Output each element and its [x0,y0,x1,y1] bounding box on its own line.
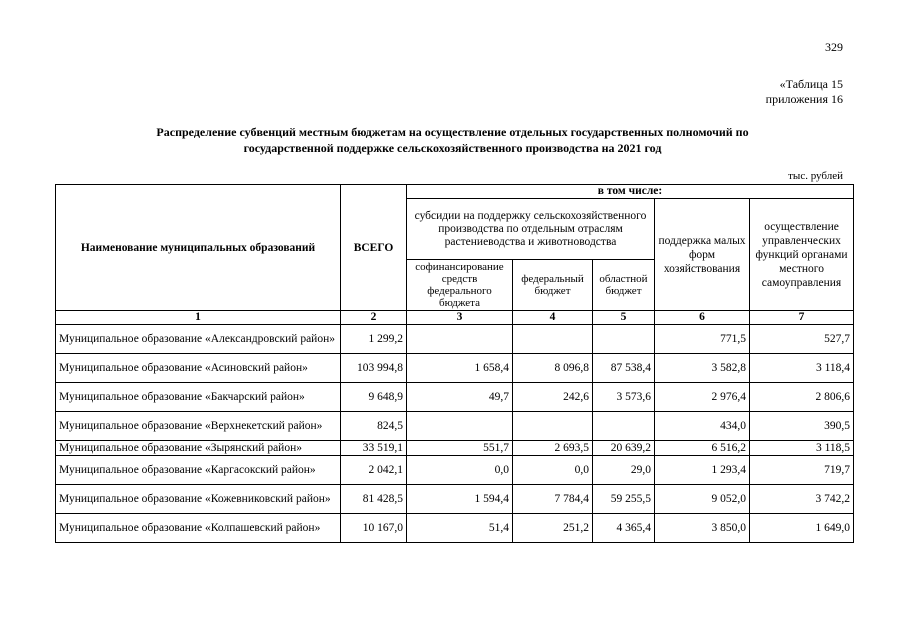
row-cofinancing: 51,4 [407,514,513,543]
row-small-farms: 2 976,4 [655,383,750,412]
row-cofinancing: 1 594,4 [407,485,513,514]
column-number: 1 [56,311,341,325]
header-name: Наименование муниципальных образований [56,185,341,311]
row-cofinancing [407,325,513,354]
row-cofinancing [407,412,513,441]
table-body [56,325,854,543]
row-name: Муниципальное образование «Асиновский район» [56,354,341,383]
table-row [56,441,854,456]
row-regional: 3 573,6 [593,383,655,412]
header-subsidies: субсидии на поддержку сельскохозяйственного производства по отдельным отраслям растениеводства и животноводства [407,199,655,260]
row-management: 2 806,6 [750,383,854,412]
document-title [80,124,825,156]
header-regional: областной бюджет [593,260,655,311]
header-management: осуществление управленческих функций органами местного самоуправления [750,199,854,311]
row-small-farms: 1 293,4 [655,456,750,485]
annex-line-2: приложения 16 [765,92,843,106]
row-management: 3 118,4 [750,354,854,383]
row-total: 9 648,9 [341,383,407,412]
row-total: 33 519,1 [341,441,407,456]
row-total: 81 428,5 [341,485,407,514]
column-number: 2 [341,311,407,325]
column-number: 5 [593,311,655,325]
row-cofinancing: 0,0 [407,456,513,485]
row-small-farms: 3 582,8 [655,354,750,383]
row-management: 1 649,0 [750,514,854,543]
header-total: ВСЕГО [341,185,407,311]
row-name: Муниципальное образование «Зырянский район» [56,441,341,456]
row-federal: 2 693,5 [513,441,593,456]
row-regional: 87 538,4 [593,354,655,383]
row-total: 2 042,1 [341,456,407,485]
row-federal [513,325,593,354]
row-management: 390,5 [750,412,854,441]
row-small-farms: 6 516,2 [655,441,750,456]
row-regional: 59 255,5 [593,485,655,514]
row-name: Муниципальное образование «Верхнекетский район» [56,412,341,441]
row-federal: 0,0 [513,456,593,485]
header-small-farms: поддержка малых форм хозяйствования [655,199,750,311]
page-number: 329 [825,40,843,54]
annex-line-1: «Таблица 15 [779,77,843,91]
row-small-farms: 771,5 [655,325,750,354]
row-regional: 4 365,4 [593,514,655,543]
row-total: 1 299,2 [341,325,407,354]
table-row [56,354,854,383]
row-total: 10 167,0 [341,514,407,543]
table-row [56,325,854,354]
header-cofinancing: софинансирование средств федерального бюджета [407,260,513,311]
row-cofinancing: 1 658,4 [407,354,513,383]
row-management: 3 742,2 [750,485,854,514]
row-regional: 20 639,2 [593,441,655,456]
row-regional: 29,0 [593,456,655,485]
row-management: 527,7 [750,325,854,354]
header-including: в том числе: [407,185,854,199]
table-row [56,412,854,441]
row-total: 103 994,8 [341,354,407,383]
column-number: 4 [513,311,593,325]
row-cofinancing: 49,7 [407,383,513,412]
table-row [56,514,854,543]
row-federal [513,412,593,441]
title-line-2: государственной поддержке сельскохозяйственного производства на 2021 год [243,141,662,155]
table-header [56,185,854,325]
table-row [56,456,854,485]
row-federal: 242,6 [513,383,593,412]
row-small-farms: 3 850,0 [655,514,750,543]
row-federal: 8 096,8 [513,354,593,383]
row-federal: 251,2 [513,514,593,543]
table-row [56,485,854,514]
row-management: 719,7 [750,456,854,485]
annex-reference [766,77,843,107]
title-line-1: Распределение субвенций местным бюджетам на осуществление отдельных государственных полномочий по [156,125,749,139]
table-row [56,383,854,412]
row-regional [593,325,655,354]
row-name: Муниципальное образование «Кожевниковский район» [56,485,341,514]
column-number: 7 [750,311,854,325]
row-small-farms: 9 052,0 [655,485,750,514]
column-number: 3 [407,311,513,325]
column-number-row [56,311,854,325]
row-name: Муниципальное образование «Бакчарский район» [56,383,341,412]
row-name: Муниципальное образование «Александровский район» [56,325,341,354]
row-federal: 7 784,4 [513,485,593,514]
row-cofinancing: 551,7 [407,441,513,456]
budget-table [55,184,854,543]
row-management: 3 118,5 [750,441,854,456]
header-federal: федеральный бюджет [513,260,593,311]
row-small-farms: 434,0 [655,412,750,441]
units-label: тыс. рублей [788,170,843,182]
row-total: 824,5 [341,412,407,441]
row-regional [593,412,655,441]
row-name: Муниципальное образование «Колпашевский район» [56,514,341,543]
column-number: 6 [655,311,750,325]
row-name: Муниципальное образование «Каргасокский район» [56,456,341,485]
